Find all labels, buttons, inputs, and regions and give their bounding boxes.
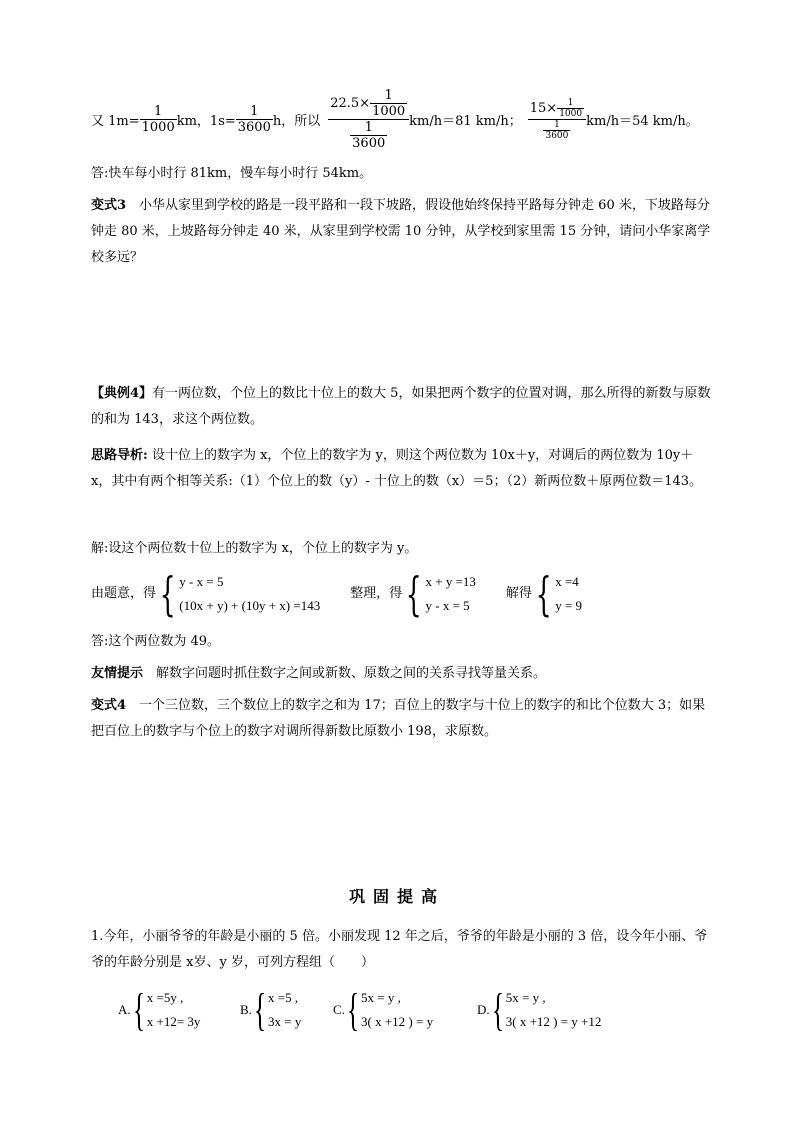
answer-2: 答:这个两位数为 49。 xyxy=(91,634,221,649)
hint-text: 设十位上的数字为 x，个位上的数字为 y，则这个两位数为 10x＋y，对调后的两位数为 10y＋x，其中有两个相等关系:（1）个位上的数（y）- 十位上的数（x）＝5；（2）新两位数＋原两位数＝143。 xyxy=(91,448,703,489)
example-4 xyxy=(91,381,713,433)
tip-text: 解数字问题时抓住数字之间或新数、原数之间的关系寻找等量关系。 xyxy=(143,666,547,681)
equation-system: { x =4 y = 9 xyxy=(535,567,583,621)
variant-text: 一个三位数，三个数位上的数字之和为 17；百位上的数字与十位上的数字的和比个位数大 3；如果把百位上的数字与个位上的数字对调所得新数比原数小 198，求原数。 xyxy=(91,698,706,739)
hint-label: 思路导析: xyxy=(91,448,148,463)
text: km/h＝54 km/h。 xyxy=(586,114,699,129)
tip-label: 友情提示 xyxy=(91,666,144,681)
equation-system: { y - x = 5 (10x + y) + (10y + x) =143 xyxy=(159,567,321,621)
variant-text: 小华从家里到学校的路是一段平路和一段下坡路，假设他始终保持平路每分钟走 60 米，下坡路每分钟走 80 米，上坡路每分钟走 40 米，从家里到学校需 10 分钟，从学校到家里需 15 分钟，请问小华家离学校多远？ xyxy=(91,198,711,265)
option-a[interactable]: A. { x =5y , x +12= 3y xyxy=(118,984,201,1035)
fraction: $\frac{1}{1000}$ xyxy=(141,104,175,135)
option-b[interactable]: B. { x =5 , 3x = y xyxy=(240,984,302,1035)
variant-4 xyxy=(91,693,713,745)
variant-label: 变式3 xyxy=(91,198,127,213)
example-label: 【典例4】 xyxy=(91,386,153,401)
option-c[interactable]: C. { 5x = y , 3( x +12 ) = y xyxy=(333,984,434,1035)
text: km/h＝81 km/h； xyxy=(409,114,522,129)
equations-row xyxy=(91,567,713,621)
example-text: 有一两位数，个位上的数比十位上的数大 5，如果把两个数字的位置对调，那么所得的新数与原数的和为 143，求这个两位数。 xyxy=(91,386,711,427)
tip xyxy=(91,661,713,687)
conversion-line xyxy=(91,88,713,151)
fraction: $\frac{1}{3600}$ xyxy=(237,104,271,135)
eq-label: 整理，得 xyxy=(350,586,403,601)
variant-3 xyxy=(91,193,713,271)
question-1: 1.今年，小丽爷爷的年龄是小丽的 5 倍。小丽发现 12 年之后，爷爷的年龄是小丽的 3 倍，设今年小丽、爷爷的年龄分别是 x岁、y 岁，可列方程组（ ） xyxy=(91,929,708,970)
eq-label: 解得 xyxy=(505,586,532,601)
eq-label: 由题意，得 xyxy=(91,586,157,601)
text: km，1s= xyxy=(176,114,236,129)
equation-system: { x + y =13 y - x = 5 xyxy=(405,567,476,621)
text: 又 1m= xyxy=(91,114,140,129)
section-title: 巩固提高 xyxy=(348,887,445,906)
compound-fraction: 22.5× $\frac{1}{1000}$ $\frac{1}{3600}$ xyxy=(328,88,409,151)
hint xyxy=(91,443,713,495)
option-d[interactable]: D. { 5x = y , 3( x +12 ) = y +12 xyxy=(477,984,602,1035)
text: h，所以 xyxy=(272,114,321,129)
variant-label: 变式4 xyxy=(91,698,127,713)
answer-1: 答:快车每小时行 81km，慢车每小时行 54km。 xyxy=(91,166,373,181)
compound-fraction: 15× $\frac{1}{1000}$ $\frac{1}{3600}$ xyxy=(528,98,586,141)
solution: 解:设这个两位数十位上的数字为 x，个位上的数字为 y。 xyxy=(91,541,418,556)
